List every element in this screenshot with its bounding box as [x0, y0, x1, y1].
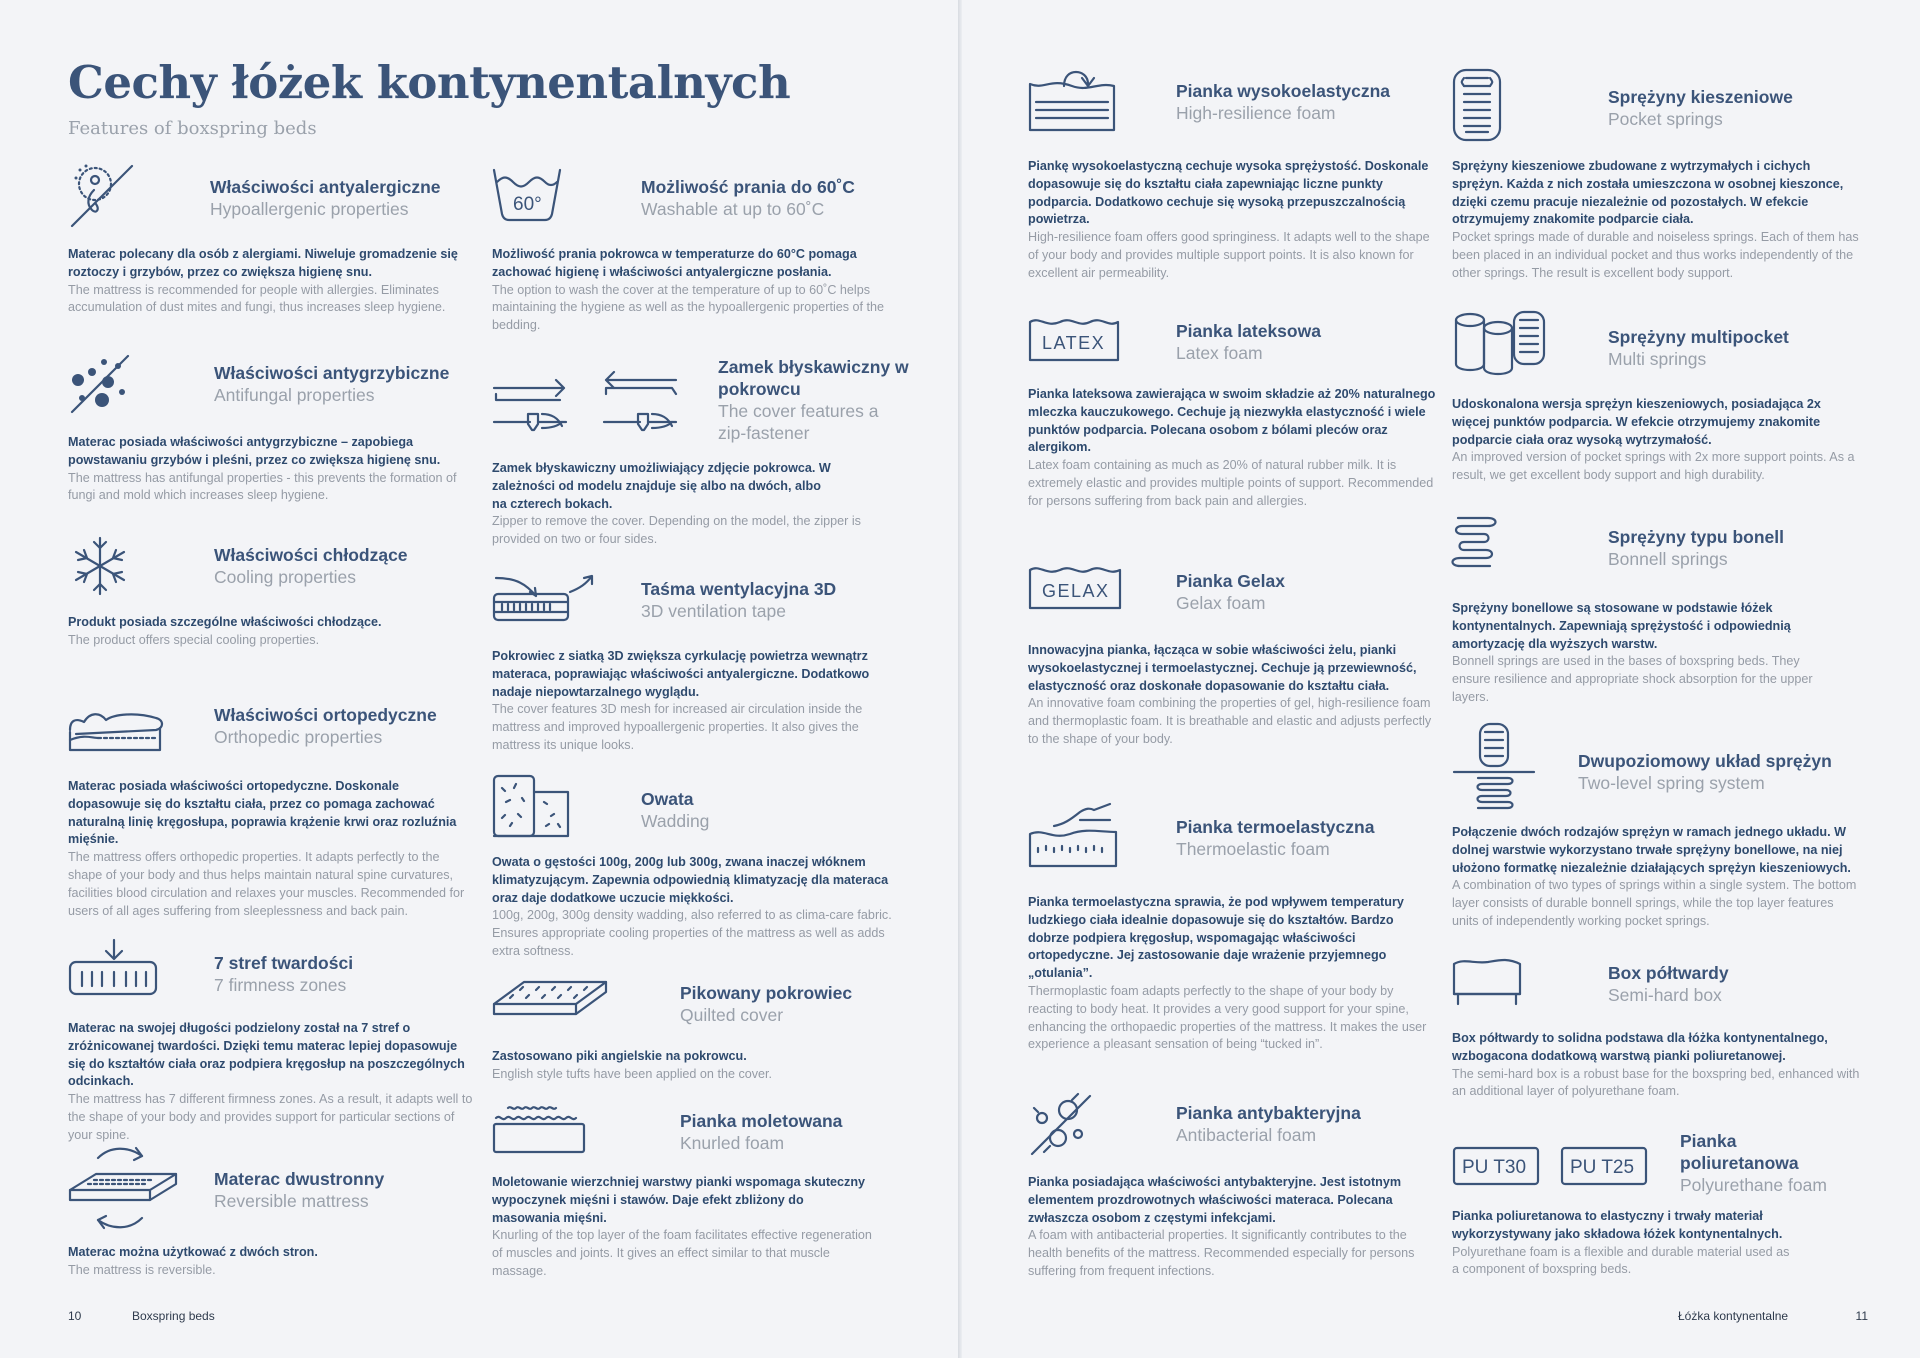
feature-antifungal [68, 352, 468, 512]
antibacterial-icon [1028, 1090, 1094, 1160]
feature-thermoelastic [1028, 802, 1438, 1052]
feature-title-en: Thermoelastic foam [1176, 839, 1330, 859]
feature-desc-en: The product offers special cooling properties. [68, 632, 320, 647]
feature-title-pl: Sprężyny typu bonell [1608, 527, 1784, 547]
feature-title-en: Antibacterial foam [1176, 1125, 1317, 1145]
feature-title-pl: Taśma wentylacyjna 3D [641, 579, 837, 599]
feature-title-en: Semi-hard box [1608, 985, 1722, 1005]
feature-semi-hard-box [1452, 958, 1862, 1108]
two-level-spring-icon [1452, 722, 1536, 814]
feature-desc-en: English style tufts have been applied on the cover. [492, 1066, 773, 1081]
feature-title-en: The cover features a zip-fastener [718, 401, 879, 443]
feature-title-en: Orthopedic properties [214, 727, 383, 747]
feature-wadding [492, 774, 902, 964]
feature-two-level [1452, 722, 1862, 942]
page-title: Cechy łóżek kontynentalnych [68, 56, 791, 109]
high-resilience-foam-icon [1028, 68, 1118, 132]
feature-title-en: Cooling properties [214, 567, 357, 587]
feature-desc-en: An innovative foam combining the properties of gel, high-resilience foam and thermoplastic foam. It is breathable and elastic and adjusts perfectly to the shape of your body. [1028, 696, 1432, 746]
feature-title-en: Two-level spring system [1578, 773, 1765, 793]
feature-title-en: Washable at up to 60˚C [641, 199, 825, 219]
left-footer [68, 1309, 215, 1323]
feature-title-pl: Box półtwardy [1608, 963, 1729, 983]
footer-label: Boxspring beds [132, 1309, 215, 1323]
feature-desc-pl: Moletowanie wierzchniej warstwy pianki wspomaga skuteczny wypoczynek mięśni i stawów. Daje efekt zbliżony do masowania mięśni. [492, 1175, 866, 1225]
feature-title-pl: Właściwości ortopedyczne [214, 705, 437, 725]
feature-title-pl: Właściwości antygrzybiczne [214, 363, 450, 383]
bonnell-spring-icon [1452, 514, 1502, 578]
gelax-label: GELAX [1042, 581, 1110, 601]
latex-icon [1028, 316, 1122, 362]
feature-desc-en: Pocket springs made of durable and noiseless springs. Each of them has been placed in an individual pocket and thus works independently of the other springs. The result is excellent body support. [1452, 230, 1859, 280]
reversible-mattress-icon [68, 1144, 178, 1232]
page-subtitle: Features of boxspring beds [68, 118, 317, 139]
feature-title-pl: Owata [641, 789, 694, 809]
pu-t25-label: PU T25 [1570, 1157, 1635, 1178]
feature-desc-pl: Owata o gęstości 100g, 200g lub 300g, zwana inaczej włóknem klimatyzującym. Zapewnia odpowiednią klimatyzację dla materaca oraz daje dodatkowe uczucie miękkości. [492, 855, 889, 905]
semi-hard-box-icon [1452, 958, 1524, 1006]
feature-title-en: Bonnell springs [1608, 549, 1728, 569]
feature-desc-pl: Materac polecany dla osób z alergiami. Niweluje gromadzenie się roztoczy i grzybów, przez co zwiększa higienę snu. [68, 247, 458, 279]
feature-desc-pl: Materac posiada właściwości ortopedyczne. Doskonale dopasowuje się do kształtu ciała, przez co pomaga zachować naturalną linię kręgosłupa, poprawia krążenie krwi oraz rozluźnia mięśnie. [68, 779, 457, 847]
feature-title-pl: 7 stref twardości [214, 953, 354, 973]
feature-title-en: Gelax foam [1176, 593, 1266, 613]
feature-title-en: Pocket springs [1608, 109, 1723, 129]
feature-desc-pl: Innowacyjna pianka, łącząca w sobie właściwości żelu, pianki wysokoelastycznej i termoelastycznej. Cechuje ją przewiewność, elastyczność oraz doskonałe dopasowanie do kształtu ciała. [1028, 643, 1417, 693]
feature-desc-pl: Sprężyny kieszeniowe zbudowane z wytrzymałych i cichych sprężyn. Każda z nich została umieszczona w osobnej kieszonce, dzięki czemu pracuje niezależnie od pozostałych. W efekcie otrzymujemy znakomite podparcie ciała. [1452, 159, 1844, 227]
feature-title-en: High-resilience foam [1176, 103, 1336, 123]
page-number: 11 [1855, 1309, 1868, 1323]
feature-desc-pl: Pokrowiec z siatką 3D zwiększa cyrkulację powietrza wewnątrz materaca, poprawiając właściwości antyalergiczne. Dodatkowo nadaje niepowtarzalnego wyglądu. [492, 649, 870, 699]
feature-desc-en: High-resilience foam offers good springiness. It adapts well to the shape of your body and provides multiple support points. It is also known for excellent air permeability. [1028, 230, 1430, 280]
pu-foam-icon [1452, 1146, 1650, 1188]
feature-desc-pl: Połączenie dwóch rodzajów sprężyn w ramach jednego układu. W dolnej warstwie wykorzystano trwałe sprężyny bonellowe, na niej ułożono formatkę niezależnie działających sprężyn kieszeniowych. [1452, 825, 1851, 875]
pu-t30-label: PU T30 [1462, 1157, 1527, 1178]
right-footer [1678, 1309, 1868, 1323]
feature-title-pl: Właściwości antyalergiczne [210, 177, 441, 197]
feature-desc-en: A foam with antibacterial properties. It significantly contributes to the health benefits of the mattress. Recommended especially for persons suffering from frequent infections. [1028, 1228, 1415, 1278]
feature-desc-en: The mattress offers orthopedic properties. It adapts perfectly to the shape of your body and thus helps maintain natural spine curvatures, facilities blood circulation and relaxes your muscles. Recommended for users of all ages suffering from sleeplessness and back pain. [68, 850, 465, 918]
feature-multipocket [1452, 310, 1862, 490]
feature-desc-en: Thermoplastic foam adapts perfectly to the shape of your body by reacting to body heat. It provides a very good support for your spine, enhancing the orthopaedic properties of the mattress. It makes the user experience a pleasant sensation of being “tucked in”. [1028, 983, 1427, 1052]
feature-desc-pl: Udoskonalona wersja sprężyn kieszeniowych, posiadająca 2x więcej punktów podparcia. W efekcie otrzymujemy znakomite podparcie ciała oraz wysoką wytrzymałość. [1452, 397, 1821, 447]
feature-desc-pl: Pianka posiadająca właściwości antybakteryjne. Jest istotnym elementem prozdrowotnych właściwości materaca. Polecana zwłaszcza osobom z częstymi infekcjami. [1028, 1175, 1402, 1225]
feature-desc-en: 100g, 200g, 300g density wadding, also referred to as clima-care fabric. Ensures appropriate cooling properties of the mattress as well as adds extra softness. [492, 908, 892, 958]
feature-orthopedic [68, 692, 468, 918]
feature-desc-en: An improved version of pocket springs with 2x more support points. As a result, we get excellent body support and high durability. [1452, 450, 1855, 483]
gelax-icon [1028, 564, 1124, 610]
firmness-zones-icon [68, 938, 160, 998]
feature-title-pl: Pianka wysokoelastyczna [1176, 81, 1390, 101]
feature-high-resilience [1028, 68, 1438, 280]
feature-desc-en: The mattress is recommended for people with allergies. Eliminates accumulation of dust mites and fungi, thus increases sleep hygiene. [68, 282, 446, 315]
page-number: 10 [68, 1309, 82, 1323]
feature-desc-pl: Sprężyny bonellowe są stosowane w podstawie łóżek kontynentalnych. Zapewniają sprężystość i odpowiednią amortyzację dla wyższych warstw. [1452, 601, 1791, 651]
feature-firmness-zones [68, 938, 478, 1142]
feature-title-pl: Możliwość prania do 60˚C [641, 177, 855, 197]
feature-title-pl: Pianka antybakteryjna [1176, 1103, 1361, 1123]
feature-title-pl: Materac dwustronny [214, 1169, 385, 1189]
feature-title-pl: Pikowany pokrowiec [680, 983, 853, 1003]
feature-desc-pl: Materac posiada właściwości antygrzybiczne – zapobiega powstawaniu grzybów i pleśni, przez co zwiększa higienę snu. [68, 435, 441, 467]
feature-desc-pl: Materac na swojej długości podzielony został na 7 stref o zróżnicowanej twardości. Dzięki temu materac lepiej dopasowuje się do kształtów ciała oraz podpiera kręgosłup na poszczególnych odcinkach. [68, 1021, 465, 1089]
feature-desc-en: A combination of two types of springs within a single system. The bottom layer consists of durable bonnell springs, while the top layer features units of independently working pocket springs. [1452, 878, 1857, 928]
wash-60-icon [492, 166, 562, 222]
feature-desc-en: Zipper to remove the cover. Depending on the model, the zipper is provided on two or four sides. [492, 514, 861, 547]
feature-desc-en: The semi-hard box is a robust base for the boxspring bed, enhanced with an additional layer of polyurethane foam. [1452, 1066, 1860, 1099]
feature-bonnell [1452, 514, 1862, 714]
feature-desc-pl: Produkt posiada szczególne właściwości chłodzące. [68, 615, 382, 629]
zipper-icon [492, 368, 678, 438]
feature-title-en: Latex foam [1176, 343, 1263, 363]
feature-desc-pl: Pianka termoelastyczna sprawia, że pod wpływem temperatury ludzkiego ciała idealnie dopasowuje się do kształtów. Bardzo dobrze podpiera kręgosłup, wspomagając właściwości ortopedyczne. Jej zastosowanie daje wrażenie przyjemnego „otulania”. [1028, 895, 1404, 981]
feature-title-en: 7 firmness zones [214, 975, 347, 995]
feature-latex [1028, 316, 1438, 516]
feature-desc-pl: Box półtwardy to solidna podstawa dla łóżka kontynentalnego, wzbogacona dodatkową warstwą pianki poliuretanowej. [1452, 1031, 1828, 1063]
feature-title-pl: Pianka lateksowa [1176, 321, 1321, 341]
feature-title-en: Reversible mattress [214, 1191, 369, 1211]
feature-ventilation [492, 574, 902, 764]
feature-title-en: Polyurethane foam [1680, 1175, 1827, 1195]
feature-title-pl: Sprężyny kieszeniowe [1608, 87, 1793, 107]
feature-title-pl: Pianka termoelastyczna [1176, 817, 1375, 837]
feature-title-pl: Właściwości chłodzące [214, 545, 408, 565]
feature-antibacterial [1028, 1090, 1438, 1290]
quilted-cover-icon [492, 978, 608, 1028]
feature-title-en: Hypoallergenic properties [210, 199, 409, 219]
feature-desc-pl: Możliwość prania pokrowca w temperaturze do 60°C pomaga zachować higienę i właściwości antyalergiczne posłania. [492, 247, 857, 279]
snowflake-icon [72, 536, 128, 596]
feature-desc-pl: Pianka poliuretanowa to elastyczny i trwały materiał wykorzystywany jako składowa łóżek kontynentalnych. [1452, 1209, 1783, 1241]
feature-title-pl: Pianka moletowana [680, 1111, 843, 1131]
feature-desc-en: The option to wash the cover at the temperature of up to 60˚C helps maintaining the hygiene as well as the hypoallergenic properties of the bedding. [492, 282, 885, 333]
footer-label: Łóżka kontynentalne [1678, 1309, 1789, 1323]
feature-desc-pl: Materac można użytkować z dwóch stron. [68, 1245, 318, 1259]
right-page [962, 0, 1920, 1358]
multipocket-springs-icon [1452, 310, 1548, 376]
feature-title-pl: Sprężyny multipocket [1608, 327, 1789, 347]
latex-label: LATEX [1042, 333, 1106, 353]
feature-desc-pl: Zamek błyskawiczny umożliwiający zdjęcie pokrowca. W zależności od modelu znajduje się albo na dwóch, albo na czterech bokach. [492, 461, 831, 511]
orthopedic-pillow-icon [68, 692, 164, 756]
knurled-foam-icon [492, 1104, 588, 1156]
feature-desc-pl: Pianka lateksowa zawierająca w swoim składzie aż 20% naturalnego mleczka kauczukowego. Cechuje ją niezwykła elastyczność i wiele punktów podparcia. Polecana osobom z bólami pleców oraz alergikom. [1028, 387, 1436, 455]
feature-title-en: Quilted cover [680, 1005, 784, 1025]
left-page [0, 0, 958, 1358]
ventilation-tape-icon [492, 574, 608, 626]
feature-desc-en: Polyurethane foam is a flexible and durable material used as a component of boxspring beds. [1452, 1244, 1790, 1277]
feature-desc-pl: Zastosowano piki angielskie na pokrowcu. [492, 1049, 747, 1063]
feature-title-pl: Pianka poliuretanowa [1680, 1131, 1799, 1173]
feature-cooling [68, 536, 468, 646]
feature-quilted [492, 978, 902, 1088]
wash-temperature-label: 60° [513, 194, 542, 215]
feature-desc-en: Latex foam containing as much as 20% of natural rubber milk. It is extremely elastic and provides multiple points of support. Recommended for persons suffering from back pain and allergies. [1028, 458, 1434, 508]
feature-reversible [68, 1144, 468, 1284]
feature-title-pl: Zamek błyskawiczny w pokrowcu [718, 357, 909, 399]
feature-polyurethane [1452, 1130, 1862, 1290]
hypoallergenic-icon [68, 160, 138, 230]
feature-title-en: Wadding [641, 811, 710, 831]
feature-knurled [492, 1104, 902, 1284]
thermoelastic-foam-icon [1028, 802, 1120, 868]
feature-title-en: Multi springs [1608, 349, 1707, 369]
feature-title-en: 3D ventilation tape [641, 601, 786, 621]
pocket-spring-icon [1452, 68, 1504, 142]
feature-desc-pl: Piankę wysokoelastyczną cechuje wysoka sprężystość. Doskonale dopasowuje się do kształtu ciała zapewniając liczne punkty podparcia. Dodatkowo cechuje się wysoką przepuszczalnością powietrza. [1028, 159, 1429, 227]
feature-title-pl: Dwupoziomowy układ sprężyn [1578, 751, 1832, 771]
feature-pocket-springs [1452, 68, 1862, 288]
feature-desc-en: The mattress has 7 different firmness zones. As a result, it adapts well to the shape of your body and provides support for particular sections of your spine. [68, 1092, 473, 1142]
feature-desc-en: The mattress has antifungal properties - this prevents the formation of fungi and mold which increases sleep hygiene. [68, 470, 457, 503]
antifungal-icon [68, 352, 134, 418]
feature-desc-en: The cover features 3D mesh for increased air circulation inside the mattress and improved hypoallergenic properties. It also gives the mattress its unique looks. [492, 702, 863, 752]
feature-zipper [492, 356, 909, 556]
feature-title-en: Knurled foam [680, 1133, 785, 1153]
feature-washable [492, 166, 902, 346]
feature-desc-en: Bonnell springs are used in the bases of boxspring beds. They ensure resilience and appropriate shock absorption for the upper layers. [1452, 654, 1813, 704]
feature-desc-en: The mattress is reversible. [68, 1262, 216, 1277]
feature-gelax [1028, 564, 1438, 764]
feature-title-en: Antifungal properties [214, 385, 375, 405]
feature-hypoallergenic [68, 160, 468, 320]
feature-desc-en: Knurling of the top layer of the foam facilitates effective regeneration of muscles and joints. It gives an effect similar to that muscle massage. [492, 1228, 872, 1278]
feature-title-pl: Pianka Gelax [1176, 571, 1285, 591]
wadding-icon [492, 774, 572, 840]
